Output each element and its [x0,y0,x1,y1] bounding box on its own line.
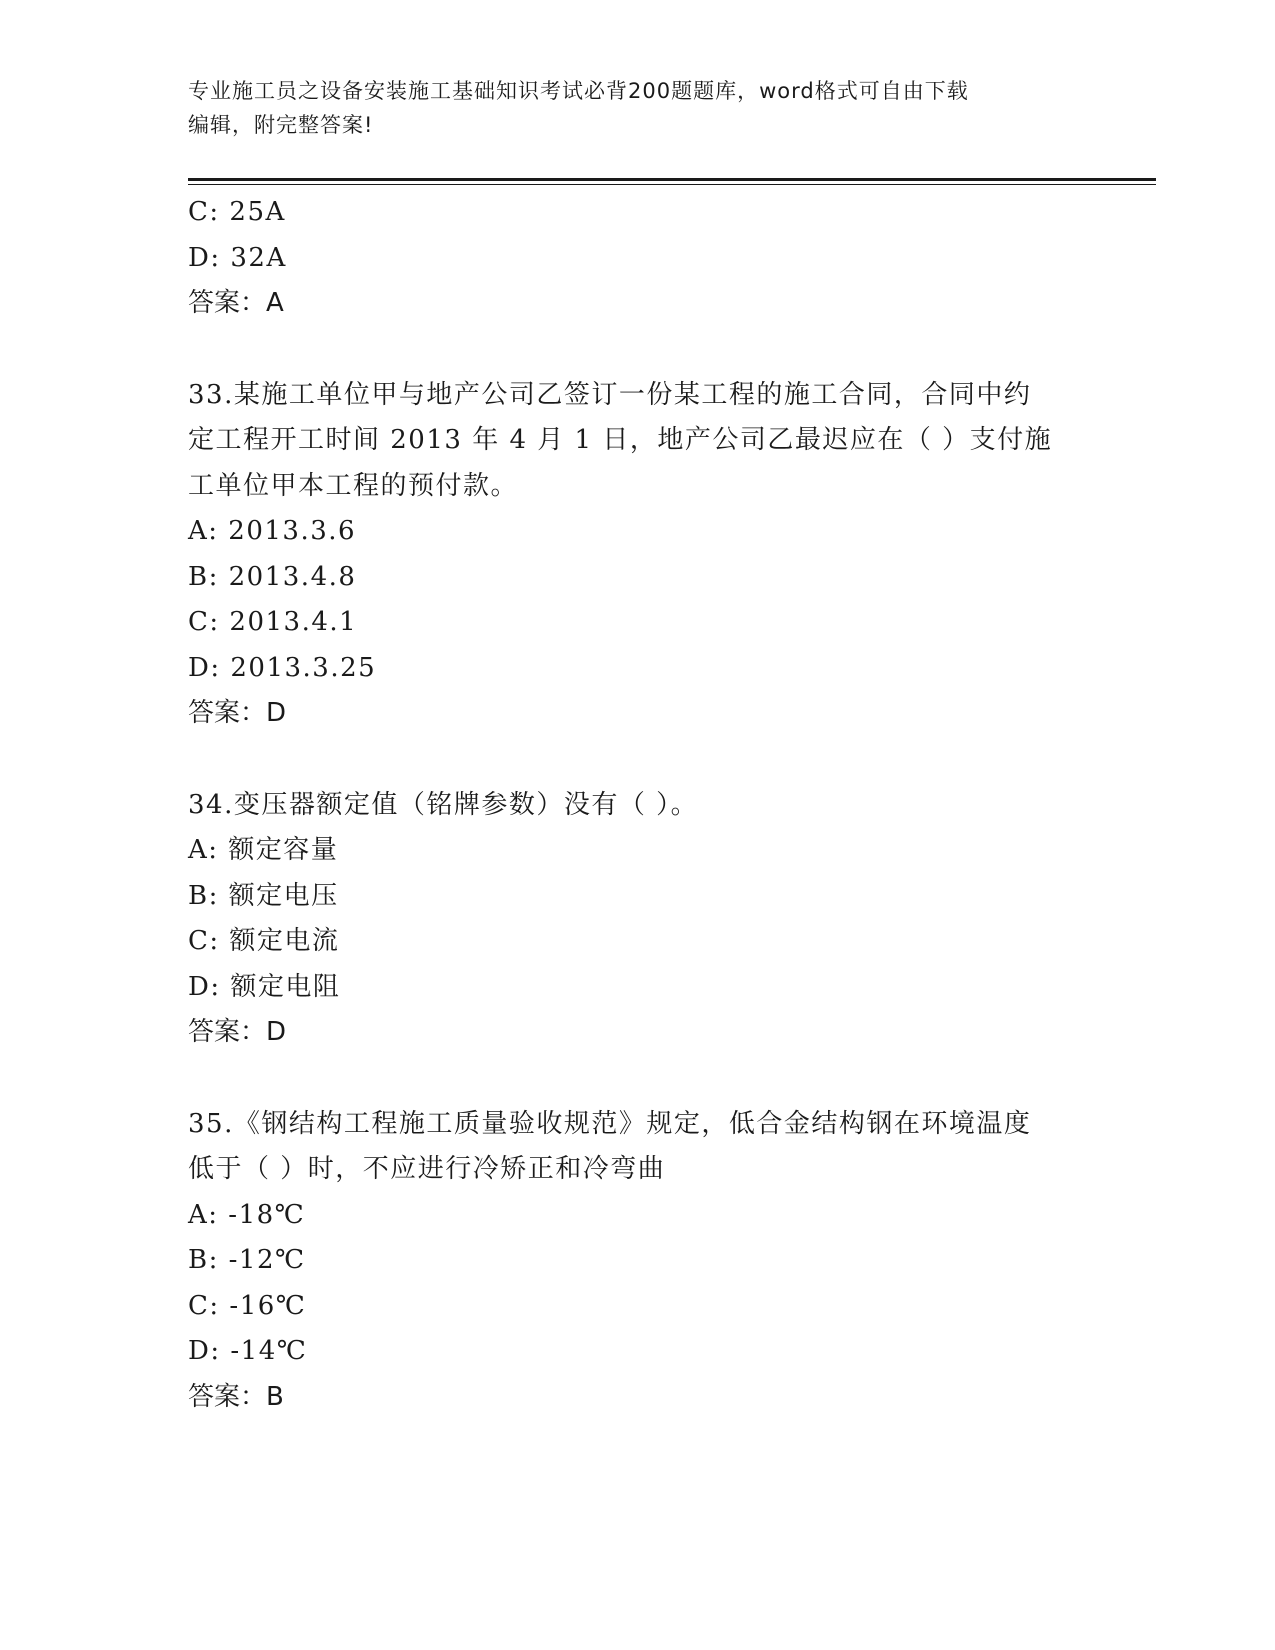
option-d: D: -14℃ [188,1336,308,1366]
option-d: D: 额定电阻 [188,971,341,1002]
option-a: A: 2013.3.6 [188,516,357,546]
option-a: A: -18℃ [188,1199,306,1230]
header-title-line-1: 专业施工员之设备安装施工基础知识考试必背200题题库，word格式可自由下载 [188,79,969,103]
option-b: B: -12℃ [188,1245,306,1275]
header-title-line-2: 编辑，附完整答案! [188,113,374,137]
option-d: D: 32A [188,242,287,273]
question-33 [188,373,1088,737]
option-d: D: 2013.3.25 [188,652,377,683]
question-text-line: 35.《钢结构工程施工质量验收规范》规定，低合金结构钢在环境温度 [188,1108,1032,1139]
question-text-line: 工单位甲本工程的预付款。 [188,470,519,501]
previous-question-fragment [188,190,1088,327]
option-b: B: 2013.4.8 [188,561,357,592]
question-35 [188,1102,1088,1421]
answer-line: 答案：A [188,288,284,318]
answer-line: 答案：D [188,698,287,728]
header-divider-thick [188,178,1156,181]
answer-line: 答案：B [188,1381,284,1412]
option-c: C: -16℃ [188,1290,307,1321]
spacer [188,327,1088,373]
option-c: C: 25A [188,197,286,227]
question-content [188,190,1088,1420]
header-divider-thin [188,184,1156,185]
question-text-line: 34.变压器额定值（铭牌参数）没有（ ）。 [188,789,699,820]
document-header [188,74,1088,142]
option-c: C: 2013.4.1 [188,607,358,637]
spacer [188,737,1088,783]
question-text-line: 33.某施工单位甲与地产公司乙签订一份某工程的施工合同，合同中约 [188,379,1032,410]
option-b: B: 额定电压 [188,880,339,911]
question-34 [188,783,1088,1056]
option-c: C: 额定电流 [188,926,340,956]
answer-line: 答案：D [188,1017,287,1047]
spacer [188,1056,1088,1102]
question-text-line: 定工程开工时间 2013 年 4 月 1 日，地产公司乙最迟应在（ ）支付施 [188,425,1053,455]
option-a: A: 额定容量 [188,835,339,865]
question-text-line: 低于（ ）时，不应进行冷矫正和冷弯曲 [188,1154,666,1184]
